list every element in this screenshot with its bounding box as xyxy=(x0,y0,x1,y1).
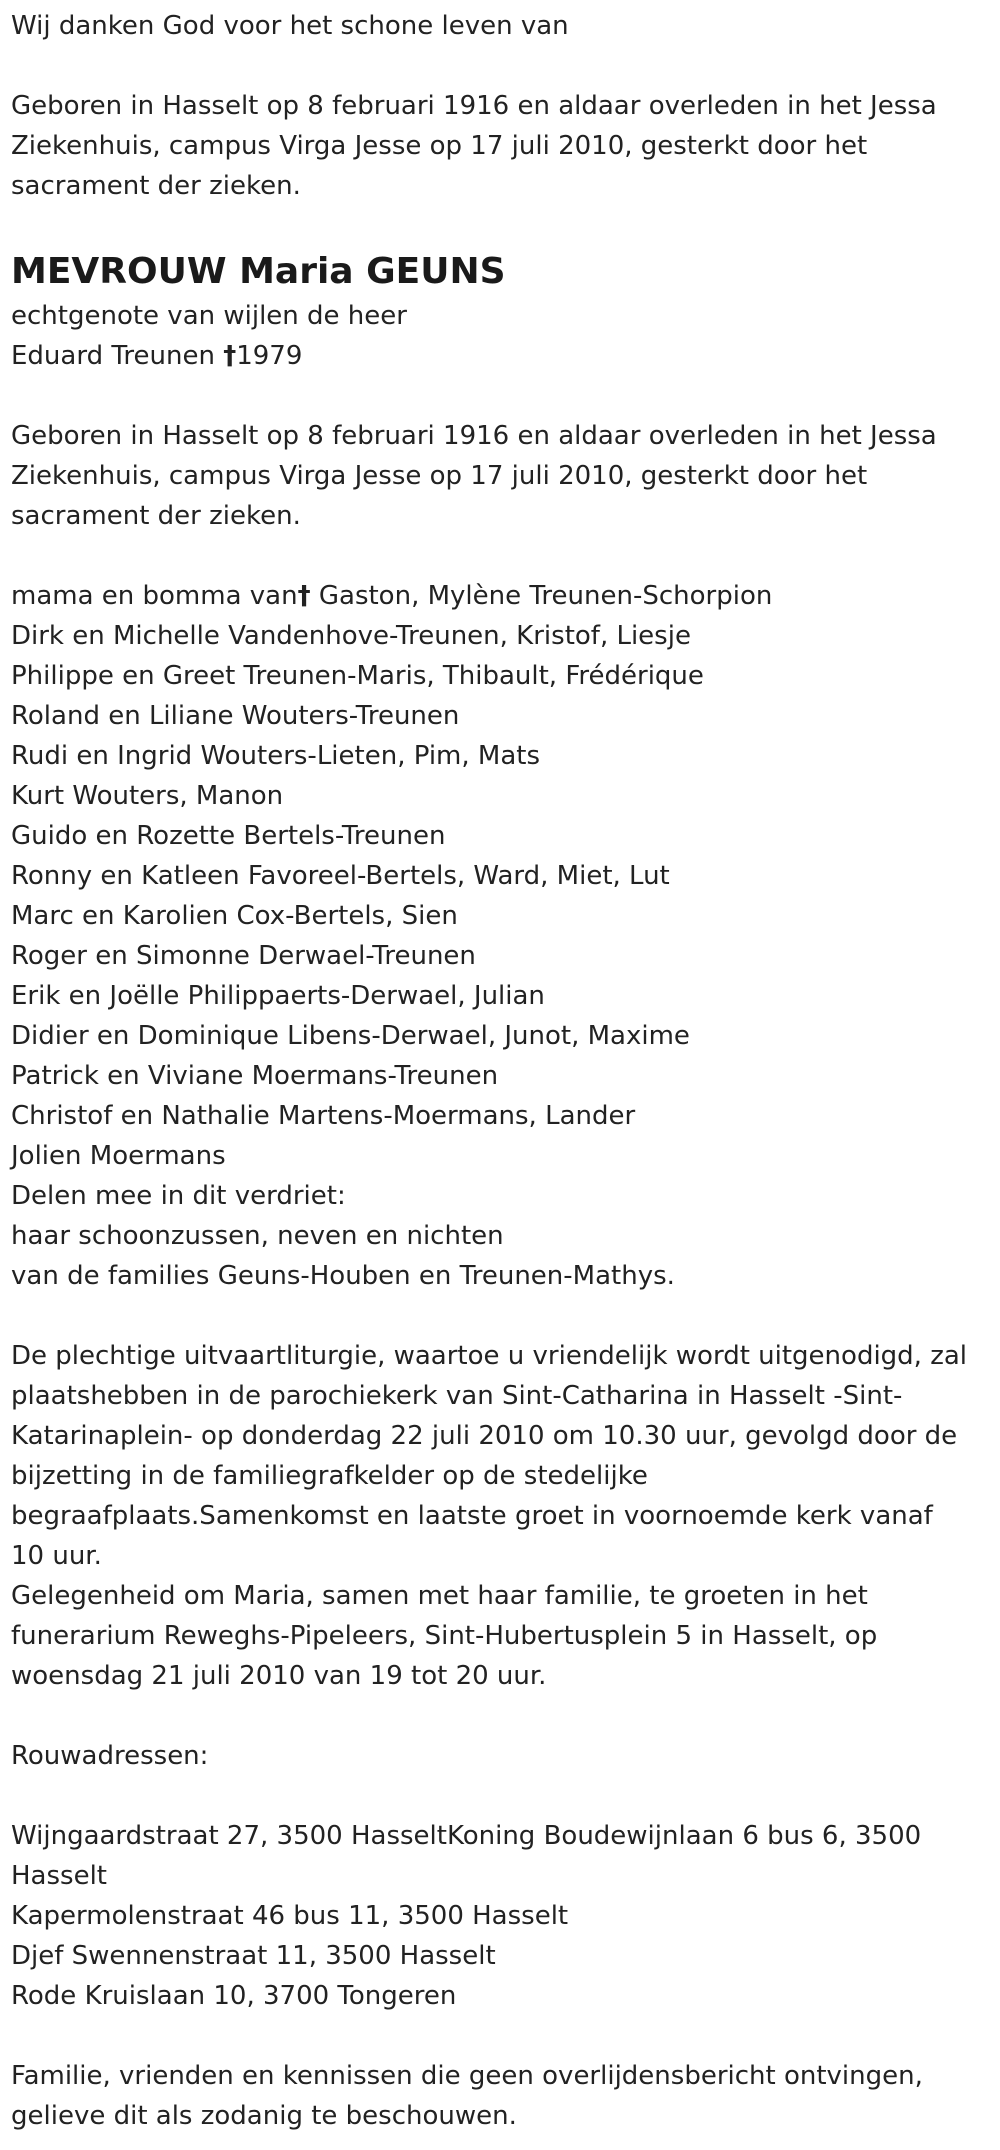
address-line: Rode Kruislaan 10, 3700 Tongeren xyxy=(11,1981,457,2011)
family-line: Didier en Dominique Libens-Derwael, Junot, Maxime xyxy=(11,1021,690,1051)
spouse-name: Eduard Treunen xyxy=(11,341,224,371)
birth-paragraph-2-line: Ziekenhuis, campus Virga Jesse op 17 juli 2010, gesterkt door het xyxy=(11,461,868,491)
family-line: Rudi en Ingrid Wouters-Lieten, Pim, Mats xyxy=(11,741,541,771)
family-line: van de families Geuns-Houben en Treunen-Mathys. xyxy=(11,1261,675,1291)
funeral-paragraph xyxy=(11,1336,996,1696)
family-line: Delen mee in dit verdriet: xyxy=(11,1181,346,1211)
family-line: Dirk en Michelle Vandenhove-Treunen, Kristof, Liesje xyxy=(11,621,691,651)
birth-paragraph-1-line: Geboren in Hasselt op 8 februari 1916 en aldaar overleden in het Jessa xyxy=(11,91,937,121)
family-line: Roger en Simonne Derwael-Treunen xyxy=(11,941,476,971)
spacer xyxy=(11,376,996,416)
funeral-line: Katarinaplein- op donderdag 22 juli 2010 om 10.30 uur, gevolgd door de xyxy=(11,1421,958,1451)
birth-paragraph-1-line: Ziekenhuis, campus Virga Jesse op 17 juli 2010, gesterkt door het xyxy=(11,131,868,161)
cross-icon: † xyxy=(223,341,237,371)
spouse-line xyxy=(11,336,996,376)
deceased-name: MEVROUW Maria GEUNS xyxy=(11,251,506,292)
family-first-prefix: mama en bomma van xyxy=(11,581,298,611)
address-line: Djef Swennenstraat 11, 3500 Hasselt xyxy=(11,1941,496,1971)
address-line: Kapermolenstraat 46 bus 11, 3500 Hasselt xyxy=(11,1901,569,1931)
family-line: Guido en Rozette Bertels-Treunen xyxy=(11,821,446,851)
family-line: Ronny en Katleen Favoreel-Bertels, Ward, Miet, Lut xyxy=(11,861,670,891)
family-line: Roland en Liliane Wouters-Treunen xyxy=(11,701,460,731)
spacer xyxy=(11,536,996,576)
funeral-line: begraafplaats.Samenkomst en laatste groet in voornoemde kerk vanaf xyxy=(11,1501,933,1531)
family-line xyxy=(11,576,996,616)
funeral-line: woensdag 21 juli 2010 van 19 tot 20 uur. xyxy=(11,1661,547,1691)
spacer xyxy=(11,1296,996,1336)
funeral-line: bijzetting in de familiegrafkelder op de stedelijke xyxy=(11,1461,648,1491)
family-line: Kurt Wouters, Manon xyxy=(11,781,284,811)
birth-paragraph-1 xyxy=(11,86,996,206)
intro-text: Wij danken God voor het schone leven van xyxy=(11,11,569,41)
address-list xyxy=(11,1816,996,2016)
funeral-line: Gelegenheid om Maria, samen met haar familie, te groeten in het xyxy=(11,1581,868,1611)
family-line: Jolien Moermans xyxy=(11,1141,226,1171)
birth-paragraph-2 xyxy=(11,416,996,536)
family-list xyxy=(11,576,996,1296)
funeral-line: De plechtige uitvaartliturgie, waartoe u vriendelijk wordt uitgenodigd, zal xyxy=(11,1341,968,1371)
spacer xyxy=(11,1776,996,1816)
birth-paragraph-2-line: Geboren in Hasselt op 8 februari 1916 en aldaar overleden in het Jessa xyxy=(11,421,937,451)
birth-paragraph-1-line: sacrament der zieken. xyxy=(11,171,301,201)
funeral-line: funerarium Reweghs-Pipeleers, Sint-Hubertusplein 5 in Hasselt, op xyxy=(11,1621,878,1651)
cross-icon: † xyxy=(297,581,311,611)
family-first-rest: Gaston, Mylène Treunen-Schorpion xyxy=(310,581,773,611)
address-line: Wijngaardstraat 27, 3500 HasseltKoning Boudewijnlaan 6 bus 6, 3500 xyxy=(11,1821,922,1851)
spacer xyxy=(11,206,996,246)
family-line: Philippe en Greet Treunen-Maris, Thibault, Frédérique xyxy=(11,661,704,691)
family-line: Christof en Nathalie Martens-Moermans, Lander xyxy=(11,1101,636,1131)
obituary-notice xyxy=(11,6,996,2136)
closing-line: Familie, vrienden en kennissen die geen overlijdensbericht ontvingen, xyxy=(11,2061,923,2091)
family-line: haar schoonzussen, neven en nichten xyxy=(11,1221,504,1251)
funeral-line: 10 uur. xyxy=(11,1541,102,1571)
address-line: Hasselt xyxy=(11,1861,107,1891)
spouse-death-year: 1979 xyxy=(236,341,303,371)
family-line: Marc en Karolien Cox-Bertels, Sien xyxy=(11,901,458,931)
spacer xyxy=(11,1696,996,1736)
closing-paragraph xyxy=(11,2056,996,2136)
spacer xyxy=(11,46,996,86)
birth-paragraph-2-line: sacrament der zieken. xyxy=(11,501,301,531)
family-line: Patrick en Viviane Moermans-Treunen xyxy=(11,1061,499,1091)
funeral-line: plaatshebben in de parochiekerk van Sint-Catharina in Hasselt -Sint- xyxy=(11,1381,903,1411)
condolence-heading: Rouwadressen: xyxy=(11,1741,209,1771)
closing-line: gelieve dit als zodanig te beschouwen. xyxy=(11,2101,517,2131)
spacer xyxy=(11,2016,996,2056)
family-line: Erik en Joëlle Philippaerts-Derwael, Julian xyxy=(11,981,545,1011)
spouse-relation: echtgenote van wijlen de heer xyxy=(11,301,407,331)
